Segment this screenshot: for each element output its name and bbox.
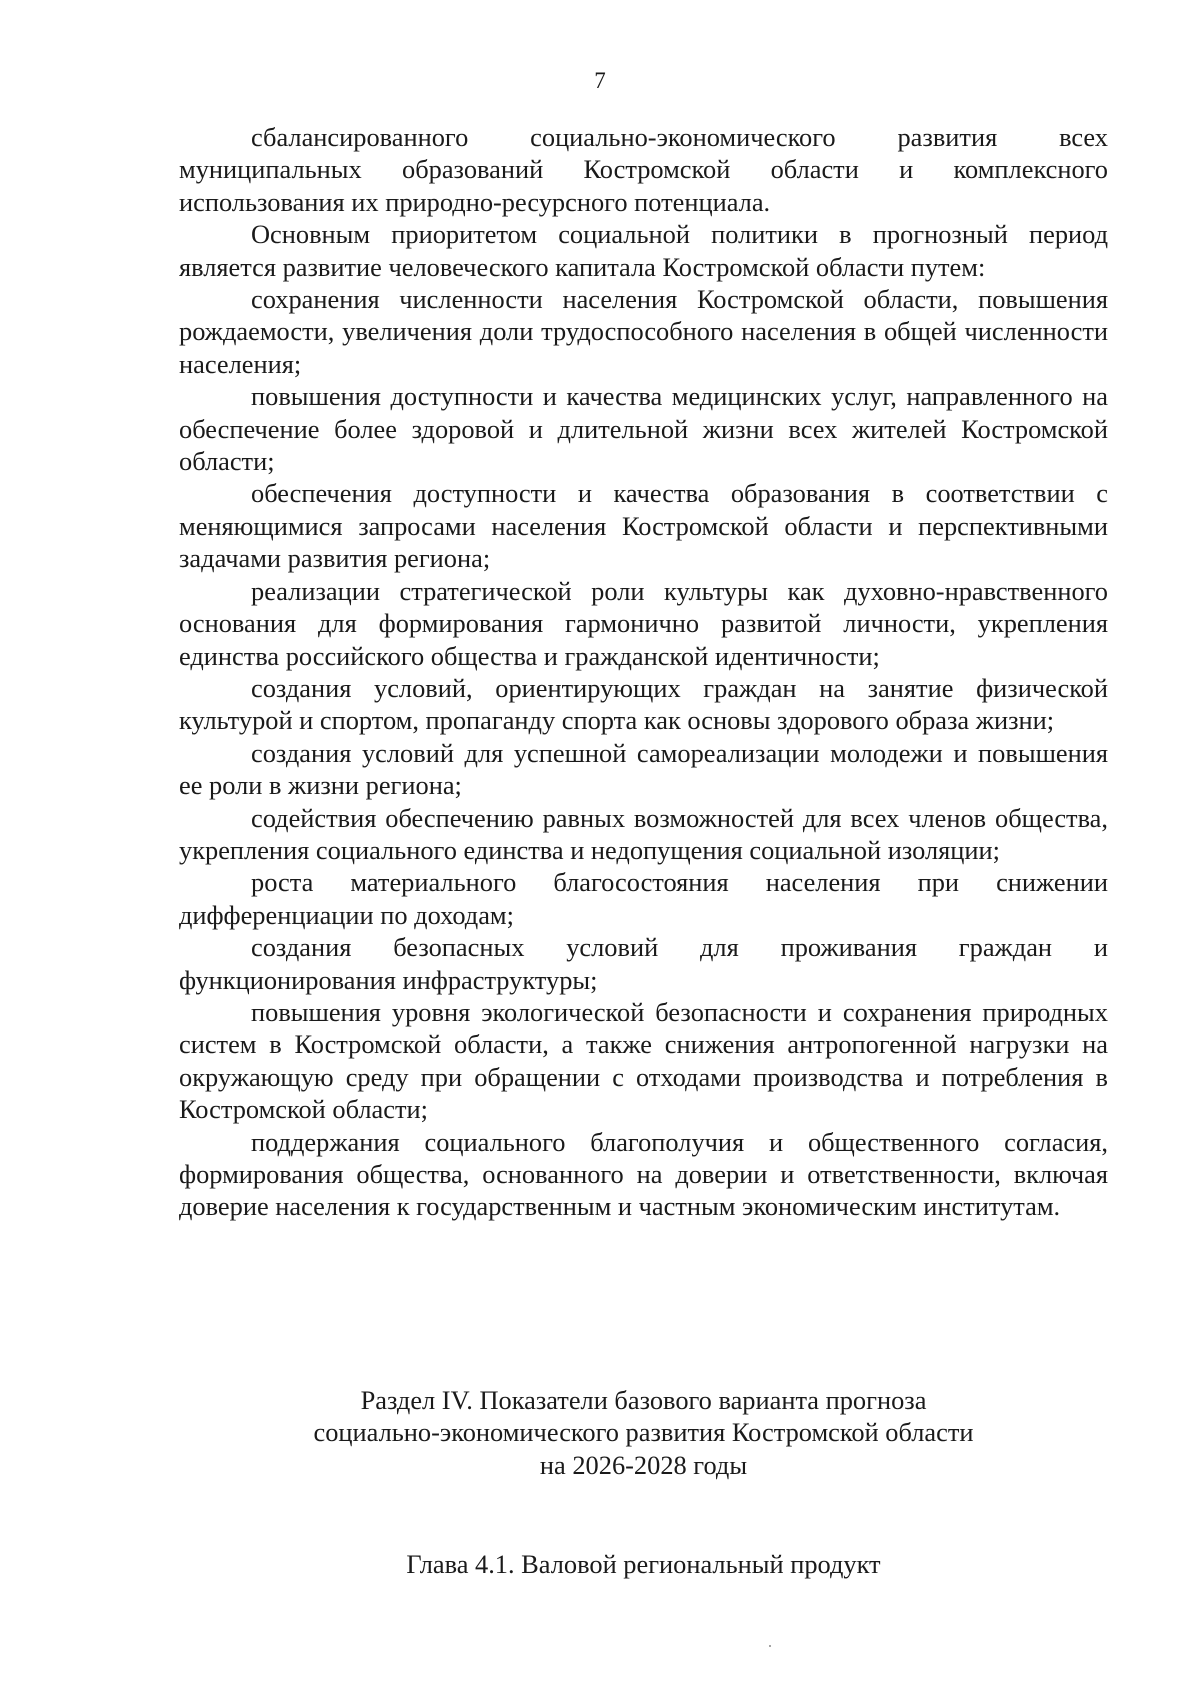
page-number: 7 xyxy=(594,68,606,93)
section-title-line: на 2026-2028 годы xyxy=(539,1449,748,1480)
list-item-ecology: повышения уровня экологической безопасности и сохранения природных систем в Костромской области, а также снижения антропогенной нагрузки на окружающую среду при обращении с отходами производства и потребления в Костромской области; xyxy=(179,996,1108,1125)
list-item-social-wellbeing: поддержания социального благополучия и общественного согласия, формирования общества, основанного на доверии и ответственности, включая доверие населения к государственным и частным экономическим институтам. xyxy=(179,1126,1108,1222)
list-item-safety: создания безопасных условий для проживания граждан и функционирования инфраструктуры; xyxy=(179,932,1108,995)
section-title-line: Раздел IV. Показатели базового варианта прогноза xyxy=(360,1385,927,1415)
body-text xyxy=(179,121,1108,1223)
paragraph-continuation: сбалансированного социально-экономического развития всех муниципальных образований Костромской области и комплексного использования их природно-ресурсного потенциала. xyxy=(179,122,1108,217)
chapter-title: Глава 4.1. Валовой региональный продукт xyxy=(406,1549,881,1579)
list-item-culture: реализации стратегической роли культуры как духовно-нравственного основания для формирования гармонично развитой личности, укрепления единства российского общества и гражданской идентичности; xyxy=(179,575,1108,671)
list-item-equal-opportunity: содействия обеспечению равных возможностей для всех членов общества, укрепления социального единства и недопущения социальной изоляции; xyxy=(179,802,1108,865)
list-item-population: сохранения численности населения Костромской области, повышения рождаемости, увеличения доли трудоспособного населения в общей численности населения; xyxy=(179,284,1108,379)
section-title-line: социально-экономического развития Костромской области xyxy=(313,1417,974,1448)
list-item-youth: создания условий для успешной самореализации молодежи и повышения ее роли в жизни региона; xyxy=(179,737,1108,801)
scan-speck xyxy=(769,1645,771,1647)
list-item-welfare: роста материального благосостояния населения при снижении дифференциации по доходам; xyxy=(179,867,1108,930)
paragraph-priority: Основным приоритетом социальной политики в прогнозный период является развитие человеческого капитала Костромской области путем: xyxy=(179,219,1108,282)
list-item-education: обеспечения доступности и качества образования в соответствии с меняющимися запросами населения Костромской области и перспективными задачами развития региона; xyxy=(179,478,1108,574)
list-item-healthcare: повышения доступности и качества медицинских услуг, направленного на обеспечение более здоровой и длительной жизни всех жителей Костромской области; xyxy=(179,381,1108,477)
section-title xyxy=(179,1384,1108,1481)
list-item-sport: создания условий, ориентирующих граждан на занятие физической культурой и спортом, пропаганду спорта как основы здорового образа жизни; xyxy=(179,672,1108,736)
